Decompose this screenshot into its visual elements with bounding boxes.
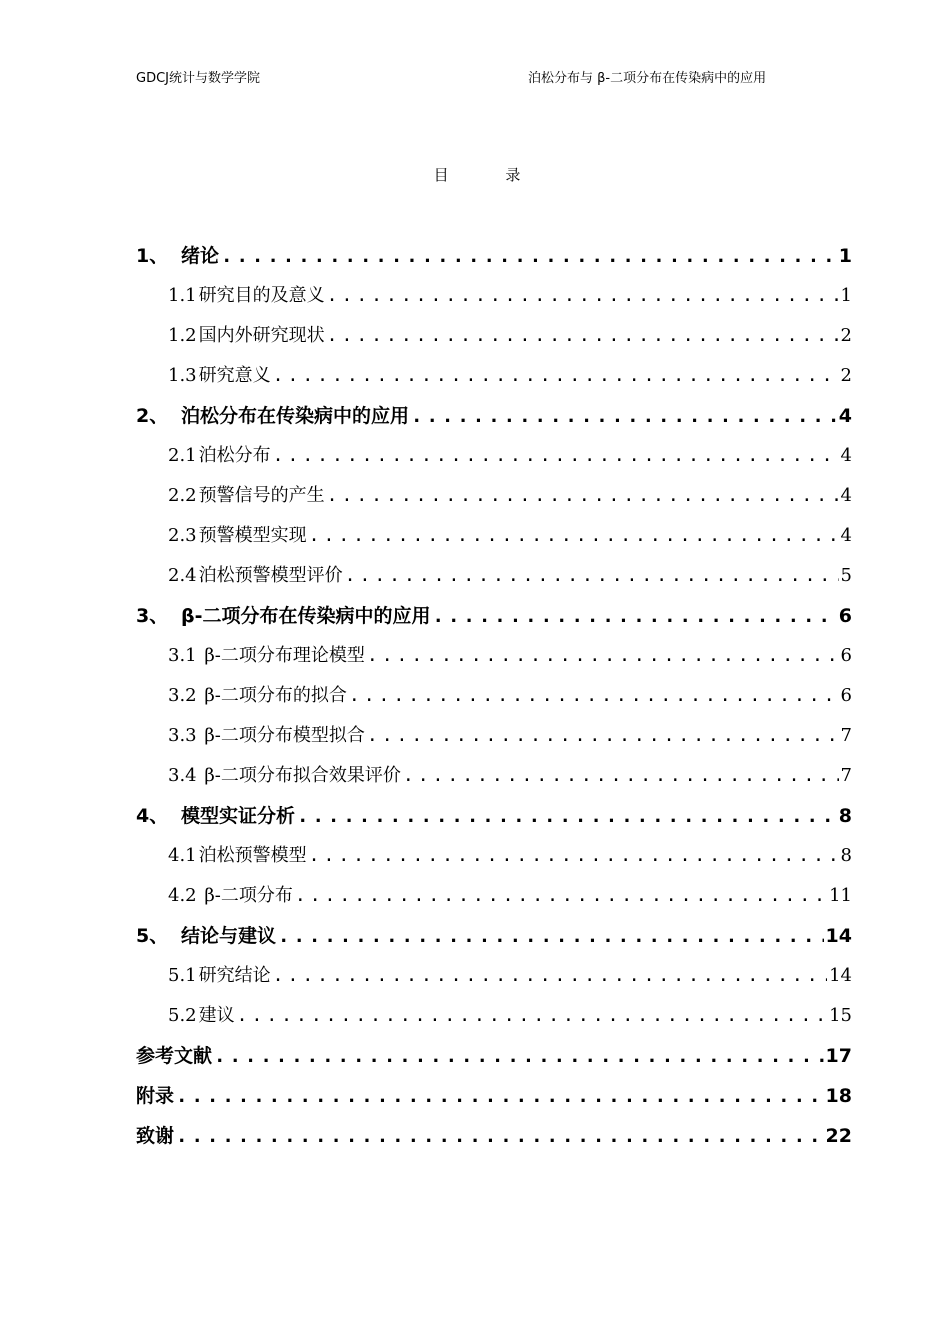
toc-entry-label: 泊松分布在传染病中的应用: [181, 405, 410, 427]
toc-dot-leader: [433, 596, 837, 636]
toc-entry-chapter[interactable]: [136, 396, 852, 436]
toc-entry-page: 7: [840, 765, 852, 786]
toc-entry-label: 结论与建议: [181, 925, 277, 947]
toc-entry-section[interactable]: [136, 996, 852, 1036]
toc-dot-leader: [309, 516, 839, 556]
toc-entry-section[interactable]: [136, 436, 852, 476]
toc-dot-leader: [221, 236, 837, 276]
toc-entry-number: 5.2: [168, 1005, 197, 1026]
toc-dot-leader: [176, 1076, 824, 1116]
toc-entry-label: 国内外研究现状: [198, 325, 325, 346]
toc-entry-page: 11: [829, 885, 852, 906]
toc-title: 目 录: [433, 166, 547, 184]
toc-entry-chapter[interactable]: [136, 1116, 852, 1156]
toc-entry-chapter[interactable]: [136, 596, 852, 636]
toc-entry-page: 7: [840, 725, 852, 746]
toc-entry-page: 6: [840, 645, 852, 666]
toc-entry-label: β-二项分布拟合效果评价: [198, 765, 401, 786]
toc-entry-page: 8: [838, 805, 852, 827]
toc-entry-page: 2: [840, 365, 852, 386]
toc-entry-page: 6: [840, 685, 852, 706]
toc-entry-number: 2.2: [168, 485, 197, 506]
toc-entry-number: 4、: [136, 805, 169, 827]
toc-entry-page: 14: [829, 965, 852, 986]
toc-dot-leader: [214, 1036, 824, 1076]
toc-dot-leader: [309, 836, 839, 876]
toc-entry-label: 泊松分布: [198, 445, 271, 466]
toc-entry-section[interactable]: [136, 276, 852, 316]
toc-entry-number: 2.1: [168, 445, 197, 466]
toc-entry-label: 预警信号的产生: [198, 485, 325, 506]
toc-dot-leader: [273, 436, 839, 476]
toc-dot-leader: [367, 636, 839, 676]
toc-dot-leader: [367, 716, 839, 756]
toc-entry-number: 2、: [136, 405, 169, 427]
toc-entry-page: 4: [838, 405, 852, 427]
toc-entry-page: 17: [825, 1045, 852, 1067]
toc-entry-number: 1、: [136, 245, 169, 267]
toc-dot-leader: [411, 396, 837, 436]
toc-entry-label: 泊松预警模型: [198, 845, 307, 866]
toc-dot-leader: [176, 1116, 824, 1156]
toc-entry-label: β-二项分布模型拟合: [198, 725, 365, 746]
toc-entry-label: 研究结论: [198, 965, 271, 986]
toc-dot-leader: [403, 756, 839, 796]
toc-entry-page: 5: [840, 565, 852, 586]
toc-entry-label: 研究意义: [198, 365, 271, 386]
toc-entry-page: 2: [840, 325, 852, 346]
toc-entry-page: 1: [840, 285, 852, 306]
toc-entry-page: 4: [840, 485, 852, 506]
toc-entry-number: 3.1: [168, 645, 197, 666]
toc-dot-leader: [295, 876, 827, 916]
toc-entry-chapter[interactable]: [136, 1036, 852, 1076]
toc-entry-page: 1: [838, 245, 852, 267]
toc-entry-label: β-二项分布: [198, 885, 293, 906]
toc-entry-label: 建议: [198, 1005, 235, 1026]
toc-entry-page: 15: [829, 1005, 852, 1026]
toc-entry-section[interactable]: [136, 676, 852, 716]
toc-dot-leader: [273, 356, 839, 396]
toc-entry-page: 6: [838, 605, 852, 627]
toc-entry-label: 模型实证分析: [181, 805, 296, 827]
toc-entry-number: 3.3: [168, 725, 197, 746]
toc-entry-number: 4.1: [168, 845, 197, 866]
toc-entry-label: β-二项分布理论模型: [198, 645, 365, 666]
toc-entry-chapter[interactable]: [136, 236, 852, 276]
toc-entry-section[interactable]: [136, 556, 852, 596]
toc-entry-label: 预警模型实现: [198, 525, 307, 546]
toc-entry-label: 研究目的及意义: [198, 285, 325, 306]
toc-dot-leader: [237, 996, 827, 1036]
toc-entry-section[interactable]: [136, 356, 852, 396]
toc-entry-number: 5.1: [168, 965, 197, 986]
toc-entry-label: 泊松预警模型评价: [198, 565, 343, 586]
toc-dot-leader: [278, 916, 824, 956]
toc-entry-label: 绪论: [181, 245, 220, 267]
toc-entry-chapter[interactable]: [136, 1076, 852, 1116]
toc-entry-number: 1.3: [168, 365, 197, 386]
toc-entry-section[interactable]: [136, 476, 852, 516]
toc-entry-number: 3.2: [168, 685, 197, 706]
toc-entry-number: 1.2: [168, 325, 197, 346]
toc-entry-page: 18: [825, 1085, 852, 1107]
toc-dot-leader: [273, 956, 827, 996]
toc-entry-number: 3、: [136, 605, 169, 627]
toc-entry-section[interactable]: [136, 876, 852, 916]
running-header-school: GDCJ统计与数学学院: [136, 71, 260, 86]
toc-entry-section[interactable]: [136, 756, 852, 796]
toc-entry-page: 4: [840, 445, 852, 466]
toc-entry-section[interactable]: [136, 716, 852, 756]
table-of-contents: [136, 236, 852, 1156]
toc-entry-chapter[interactable]: [136, 916, 852, 956]
toc-entry-number: 2.4: [168, 565, 197, 586]
toc-entry-section[interactable]: [136, 516, 852, 556]
toc-dot-leader: [327, 316, 839, 356]
toc-entry-section[interactable]: [136, 636, 852, 676]
toc-dot-leader: [349, 676, 839, 716]
toc-entry-number: 3.4: [168, 765, 197, 786]
toc-entry-section[interactable]: [136, 836, 852, 876]
toc-entry-label: 参考文献: [136, 1045, 213, 1067]
toc-entry-page: 4: [840, 525, 852, 546]
toc-entry-number: 1.1: [168, 285, 197, 306]
toc-entry-number: 4.2: [168, 885, 197, 906]
toc-dot-leader: [327, 476, 839, 516]
toc-dot-leader: [345, 556, 839, 596]
toc-entry-section[interactable]: [136, 316, 852, 356]
toc-entry-label: 附录: [136, 1085, 175, 1107]
toc-entry-label: β-二项分布在传染病中的应用: [181, 605, 431, 627]
toc-entry-page: 22: [825, 1125, 852, 1147]
running-header-title: 泊松分布与 β-二项分布在传染病中的应用: [528, 71, 767, 86]
toc-entry-chapter[interactable]: [136, 796, 852, 836]
toc-entry-section[interactable]: [136, 956, 852, 996]
toc-entry-label: 致谢: [136, 1125, 175, 1147]
toc-dot-leader: [297, 796, 837, 836]
toc-entry-label: β-二项分布的拟合: [198, 685, 347, 706]
toc-entry-page: 14: [825, 925, 852, 947]
toc-entry-number: 2.3: [168, 525, 197, 546]
toc-dot-leader: [327, 276, 839, 316]
toc-entry-page: 8: [840, 845, 852, 866]
toc-entry-number: 5、: [136, 925, 169, 947]
